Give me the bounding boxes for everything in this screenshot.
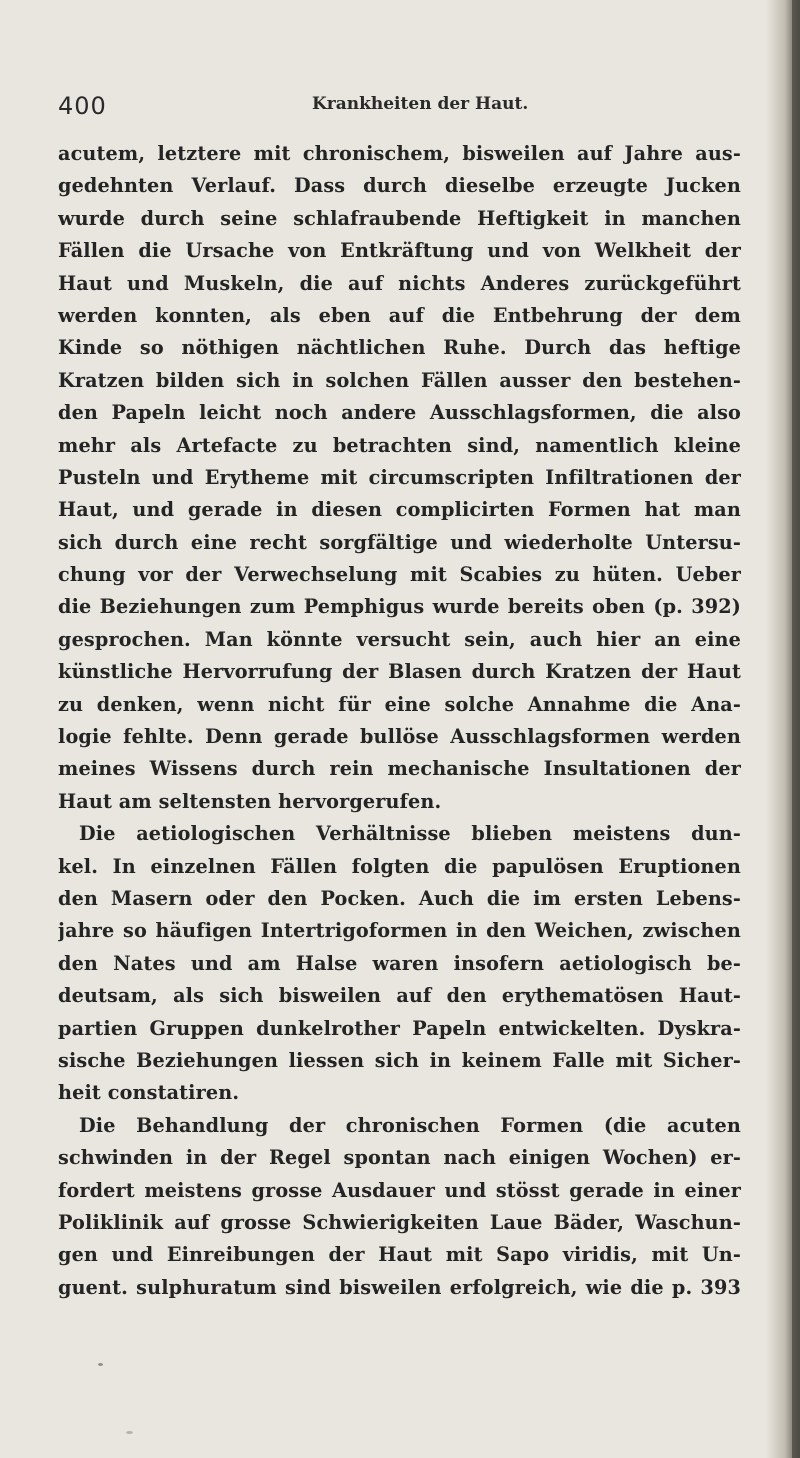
text-line: guent. sulphuratum sind bisweilen erfolgreich, wie die p. 393	[58, 1275, 741, 1299]
text-line: Fällen die Ursache von Entkräftung und von Welkheit der	[58, 239, 741, 263]
text-line: den Masern oder den Pocken. Auch die im ersten Lebens-	[58, 886, 741, 910]
text-line: deutsam, als sich bisweilen auf den erythematösen Haut-	[58, 984, 741, 1008]
body-text	[58, 138, 741, 1304]
running-head: Krankheiten der Haut.	[312, 94, 529, 114]
text-line: wurde durch seine schlafraubende Heftigkeit in manchen	[58, 206, 741, 230]
text-line: den Papeln leicht noch andere Ausschlagsformen, die also	[58, 401, 741, 425]
paragraph-end-line: heit constatiren.	[58, 1081, 240, 1105]
text-line: kel. In einzelnen Fällen folgten die papulösen Eruptionen	[58, 854, 741, 878]
text-line: werden konnten, als eben auf die Entbehrung der dem	[58, 303, 741, 327]
text-line: jahre so häufigen Intertrigoformen in den Weichen, zwischen	[58, 919, 741, 943]
paragraph-start-line: Die aetiologischen Verhältnisse blieben meistens dun-	[79, 822, 741, 846]
text-line: Kinde so nöthigen nächtlichen Ruhe. Durch das heftige	[58, 336, 741, 360]
text-line: schwinden in der Regel spontan nach einigen Wochen) er-	[58, 1146, 741, 1170]
text-line: logie fehlte. Denn gerade bullöse Ausschlagsformen werden	[58, 725, 741, 749]
text-line: gen und Einreibungen der Haut mit Sapo viridis, mit Un-	[58, 1243, 741, 1267]
text-line: chung vor der Verwechselung mit Scabies zu hüten. Ueber	[58, 563, 741, 587]
text-line: den Nates und am Halse waren insofern aetiologisch be-	[58, 951, 741, 975]
text-line: mehr als Artefacte zu betrachten sind, namentlich kleine	[58, 433, 741, 457]
text-line: fordert meistens grosse Ausdauer und stösst gerade in einer	[58, 1178, 741, 1202]
text-line: gedehnten Verlauf. Dass durch dieselbe erzeugte Jucken	[58, 174, 741, 198]
page-edge	[792, 0, 800, 1458]
text-line: Poliklinik auf grosse Schwierigkeiten Laue Bäder, Waschun-	[58, 1210, 741, 1234]
text-line: Haut und Muskeln, die auf nichts Anderes zurückgeführt	[58, 271, 741, 295]
paragraph-end-line: Haut am seltensten hervorgerufen.	[58, 789, 442, 813]
text-line: gesprochen. Man könnte versucht sein, auch hier an eine	[58, 627, 741, 651]
text-line: acutem, letztere mit chronischem, bisweilen auf Jahre aus-	[58, 142, 741, 165]
text-line: zu denken, wenn nicht für eine solche Annahme die Ana-	[58, 692, 741, 716]
text-line: Pusteln und Erytheme mit circumscripten Infiltrationen der	[58, 465, 741, 489]
text-line: meines Wissens durch rein mechanische Insultationen der	[58, 757, 741, 781]
ink-speck	[126, 1431, 133, 1434]
text-line: partien Gruppen dunkelrother Papeln entwickelten. Dyskra-	[58, 1016, 741, 1040]
text-line: Haut, und gerade in diesen complicirten Formen hat man	[58, 498, 741, 522]
text-line: Kratzen bilden sich in solchen Fällen ausser den bestehen-	[58, 368, 741, 392]
text-line: sich durch eine recht sorgfältige und wiederholte Untersu-	[58, 530, 741, 554]
text-line: künstliche Hervorrufung der Blasen durch Kratzen der Haut	[58, 660, 741, 684]
paragraph-start-line: Die Behandlung der chronischen Formen (die acuten	[79, 1113, 741, 1137]
text-line: sische Beziehungen liessen sich in keinem Falle mit Sicher-	[58, 1048, 741, 1072]
page-header	[58, 92, 758, 136]
page-number: 400	[58, 92, 107, 120]
ink-speck	[98, 1363, 103, 1366]
text-line: die Beziehungen zum Pemphigus wurde bereits oben (p. 392)	[58, 595, 741, 619]
